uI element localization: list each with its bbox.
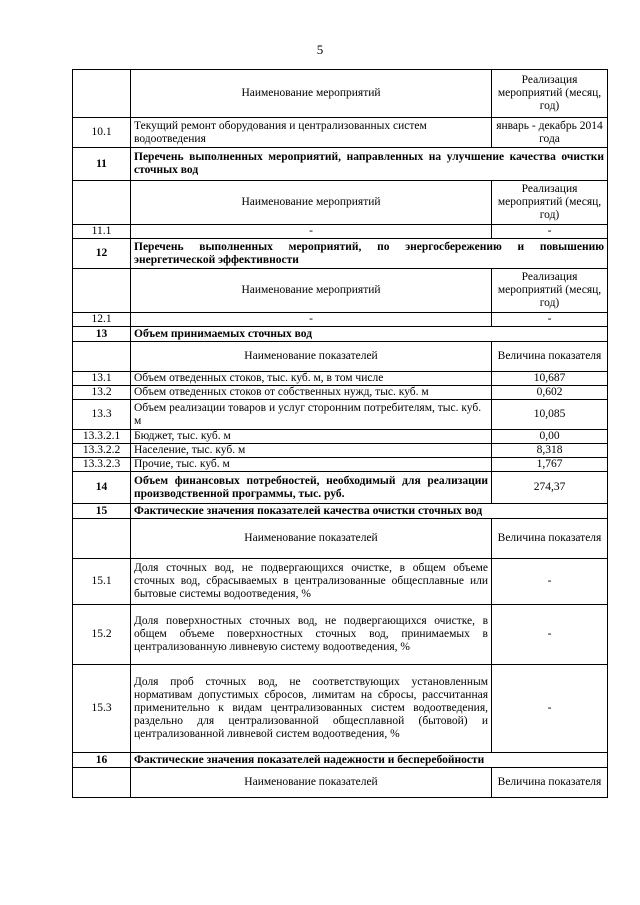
row-number: 10.1 xyxy=(73,118,131,148)
row-value: - xyxy=(492,225,608,239)
table-row xyxy=(73,458,608,472)
header-realization: Реализация мероприятий (месяц, год) xyxy=(492,269,608,313)
empty-cell xyxy=(73,342,131,372)
table-row xyxy=(73,386,608,400)
table-row xyxy=(73,313,608,327)
row-value: - xyxy=(492,665,608,753)
table-row xyxy=(73,225,608,239)
table-row xyxy=(73,665,608,753)
empty-cell xyxy=(73,181,131,225)
row-number: 13.1 xyxy=(73,372,131,386)
empty-cell xyxy=(73,269,131,313)
row-name: Объем отведенных стоков от собственных нужд, тыс. куб. м xyxy=(131,386,492,400)
section-number: 15 xyxy=(73,504,131,519)
empty-cell xyxy=(73,519,131,559)
section-title: Перечень выполненных мероприятий, по энергосбережению и повышению энергетической эффективности xyxy=(131,239,608,269)
table-row xyxy=(73,559,608,605)
section-title: Объем принимаемых сточных вод xyxy=(131,327,608,342)
section-number: 16 xyxy=(73,753,131,768)
row-name: Доля сточных вод, не подвергающихся очистке, в общем объеме сточных вод, сбрасываемых в централизованные общесплавные или бытовые системы водоотведения, % xyxy=(131,559,492,605)
table-row xyxy=(73,472,608,504)
header-row-10 xyxy=(73,70,608,118)
row-name: Население, тыс. куб. м xyxy=(131,444,492,458)
row-name: Текущий ремонт оборудования и централизованных систем водоотведения xyxy=(131,118,492,148)
row-number: 14 xyxy=(73,472,131,504)
header-row-11 xyxy=(73,181,608,225)
section-number: 11 xyxy=(73,148,131,181)
row-name: Бюджет, тыс. куб. м xyxy=(131,430,492,444)
row-number: 13.3.2.3 xyxy=(73,458,131,472)
header-realization: Реализация мероприятий (месяц, год) xyxy=(492,181,608,225)
section-row xyxy=(73,239,608,269)
row-number: 15.2 xyxy=(73,605,131,665)
header-events: Наименование мероприятий xyxy=(131,269,492,313)
header-row-12 xyxy=(73,269,608,313)
section-row xyxy=(73,753,608,768)
table-row xyxy=(73,444,608,458)
row-value: 0,602 xyxy=(492,386,608,400)
header-row-13 xyxy=(73,342,608,372)
header-row-16 xyxy=(73,768,608,798)
row-name: - xyxy=(131,225,492,239)
empty-cell xyxy=(73,70,131,118)
row-number: 12.1 xyxy=(73,313,131,327)
row-name: Доля поверхностных сточных вод, не подвергающихся очистке, в общем объеме поверхностных сточных вод, принимаемых в централизованную ливневую систему водоотведения, % xyxy=(131,605,492,665)
header-value: Величина показателя xyxy=(492,768,608,798)
section-row xyxy=(73,148,608,181)
header-realization: Реализация мероприятий (месяц, год) xyxy=(492,70,608,118)
row-value: 10,687 xyxy=(492,372,608,386)
row-number: 13.2 xyxy=(73,386,131,400)
empty-cell xyxy=(73,768,131,798)
section-number: 13 xyxy=(73,327,131,342)
row-name: Доля проб сточных вод, не соответствующих установленным нормативам допустимых сбросов, лимитам на сбросы, рассчитанная применительно к видам централизованных систем водоотведения, раздельно для централизованной общесплавной (бытовой) и централизованной ливневой систем водоотведения, % xyxy=(131,665,492,753)
row-value: - xyxy=(492,605,608,665)
page-number: 5 xyxy=(316,42,324,57)
row-value: - xyxy=(492,559,608,605)
header-indicators: Наименование показателей xyxy=(131,519,492,559)
header-value: Величина показателя xyxy=(492,342,608,372)
section-row xyxy=(73,327,608,342)
section-number: 12 xyxy=(73,239,131,269)
report-table xyxy=(72,69,608,798)
row-value: 0,00 xyxy=(492,430,608,444)
row-value: 10,085 xyxy=(492,400,608,430)
row-name: Объем реализации товаров и услуг сторонним потребителям, тыс. куб. м xyxy=(131,400,492,430)
header-indicators: Наименование показателей xyxy=(131,768,492,798)
header-events: Наименование мероприятий xyxy=(131,181,492,225)
section-title: Фактические значения показателей качества очистки сточных вод xyxy=(131,504,608,519)
row-number: 13.3.2.2 xyxy=(73,444,131,458)
row-number: 11.1 xyxy=(73,225,131,239)
header-indicators: Наименование показателей xyxy=(131,342,492,372)
table-row xyxy=(73,372,608,386)
row-value: 274,37 xyxy=(492,472,608,504)
section-title: Перечень выполненных мероприятий, направленных на улучшение качества очистки сточных вод xyxy=(131,148,608,181)
header-events: Наименование мероприятий xyxy=(131,70,492,118)
row-value: 8,318 xyxy=(492,444,608,458)
row-number: 15.3 xyxy=(73,665,131,753)
table-row xyxy=(73,118,608,148)
row-number: 15.1 xyxy=(73,559,131,605)
header-row-15 xyxy=(73,519,608,559)
header-value: Величина показателя xyxy=(492,519,608,559)
row-name: - xyxy=(131,313,492,327)
row-value: - xyxy=(492,313,608,327)
section-title: Фактические значения показателей надежности и бесперебойности xyxy=(131,753,608,768)
table-row xyxy=(73,430,608,444)
row-number: 13.3.2.1 xyxy=(73,430,131,444)
row-value: январь - декабрь 2014 года xyxy=(492,118,608,148)
row-name: Объем отведенных стоков, тыс. куб. м, в том числе xyxy=(131,372,492,386)
row-value: 1,767 xyxy=(492,458,608,472)
section-row xyxy=(73,504,608,519)
row-name: Прочие, тыс. куб. м xyxy=(131,458,492,472)
row-number: 13.3 xyxy=(73,400,131,430)
row-name: Объем финансовых потребностей, необходимый для реализации производственной программы, тыс. руб. xyxy=(131,472,492,504)
table-row xyxy=(73,400,608,430)
table-row xyxy=(73,605,608,665)
